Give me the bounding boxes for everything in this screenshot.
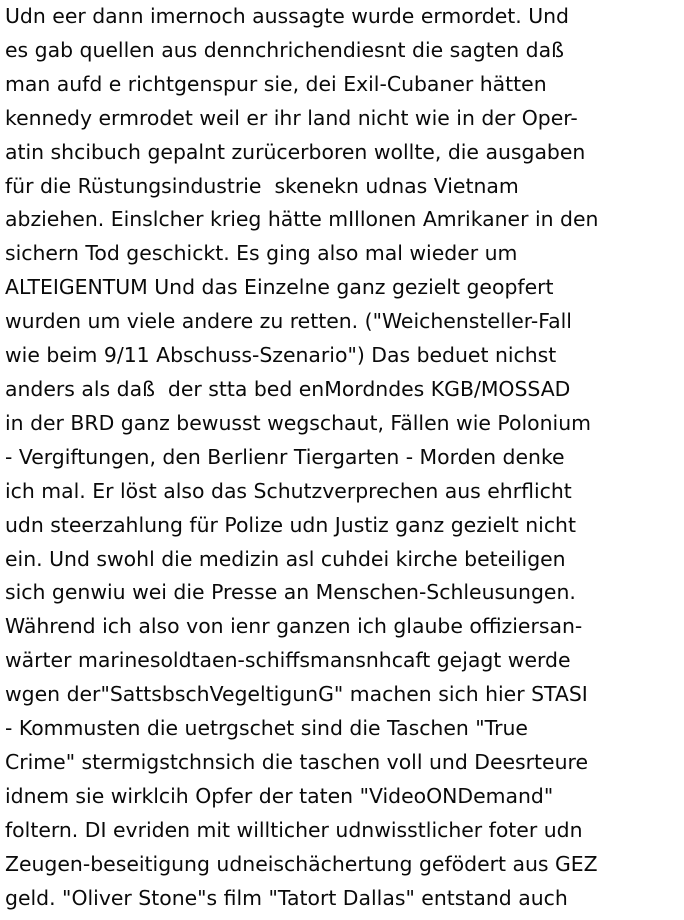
text-line: anders als daß der stta bed enMordndes KGB/MOSSAD [5,376,571,401]
text-line: ich mal. Er löst also das Schutzverprechen aus ehrflicht [5,478,572,503]
text-line: sich genwiu wei die Presse an Menschen-Schleusungen. [5,580,576,605]
text-line: wärter marinesoldtaen-schiffsmansnhcaft gejagt werde [5,648,571,673]
text-line: ein. Und swohl die medizin asl cuhdei kirche beteiligen [5,546,566,571]
text-line: in der BRD ganz bewusst wegschaut, Fällen wie Polonium [5,410,591,435]
text-line: man aufd e richtgenspur sie, dei Exil-Cubaner hätten [5,71,547,96]
text-line: udn steerzahlung für Polize udn Justiz ganz gezielt nicht [5,512,576,537]
text-line: atin shcibuch gepalnt zurücerboren wollte, die ausgaben [5,139,586,164]
text-line: wurden um viele andere zu retten. ("Weichensteller-Fall [5,309,572,334]
text-line: es gab quellen aus dennchrichendiesnt die sagten daß [5,37,564,62]
text-line: für die Rüstungsindustrie skenekn udnas Vietnam [5,173,519,198]
text-line: Zeugen-beseitigung udneischächertung gefödert aus GEZ [5,851,598,876]
text-line: geld. "Oliver Stone"s film "Tatort Dallas" entstand auch [5,885,568,910]
text-line: kennedy ermrodet weil er ihr land nicht wie in der Oper- [5,105,578,130]
text-line: abziehen. Einslcher krieg hätte mIllonen Amrikaner in den [5,207,599,232]
text-line: Während ich also von ienr ganzen ich glaube offiziersan- [5,614,583,639]
text-line: Crime" stermigstchnsich die taschen voll und Deesrteure [5,749,588,774]
document-text-body [5,0,681,915]
text-line: - Vergiftungen, den Berlienr Tiergarten - Morden denke [5,444,565,469]
text-line: wgen der"SattsbschVegeltigunG" machen sich hier STASI [5,682,588,707]
text-line: ALTEIGENTUM Und das Einzelne ganz gezielt geopfert [5,275,554,300]
text-line: idnem sie wirklcih Opfer der taten "VideoONDemand" [5,783,554,808]
text-line: sichern Tod geschickt. Es ging also mal wieder um [5,241,518,266]
text-line: - Kommusten die uetrgschet sind die Taschen "True [5,716,528,741]
text-line: wie beim 9/11 Abschuss-Szenario") Das beduet nichst [5,343,557,368]
text-line: foltern. DI evriden mit willticher udnwisstlicher foter udn [5,817,583,842]
text-line: Udn eer dann imernoch aussagte wurde ermordet. Und [5,4,569,28]
